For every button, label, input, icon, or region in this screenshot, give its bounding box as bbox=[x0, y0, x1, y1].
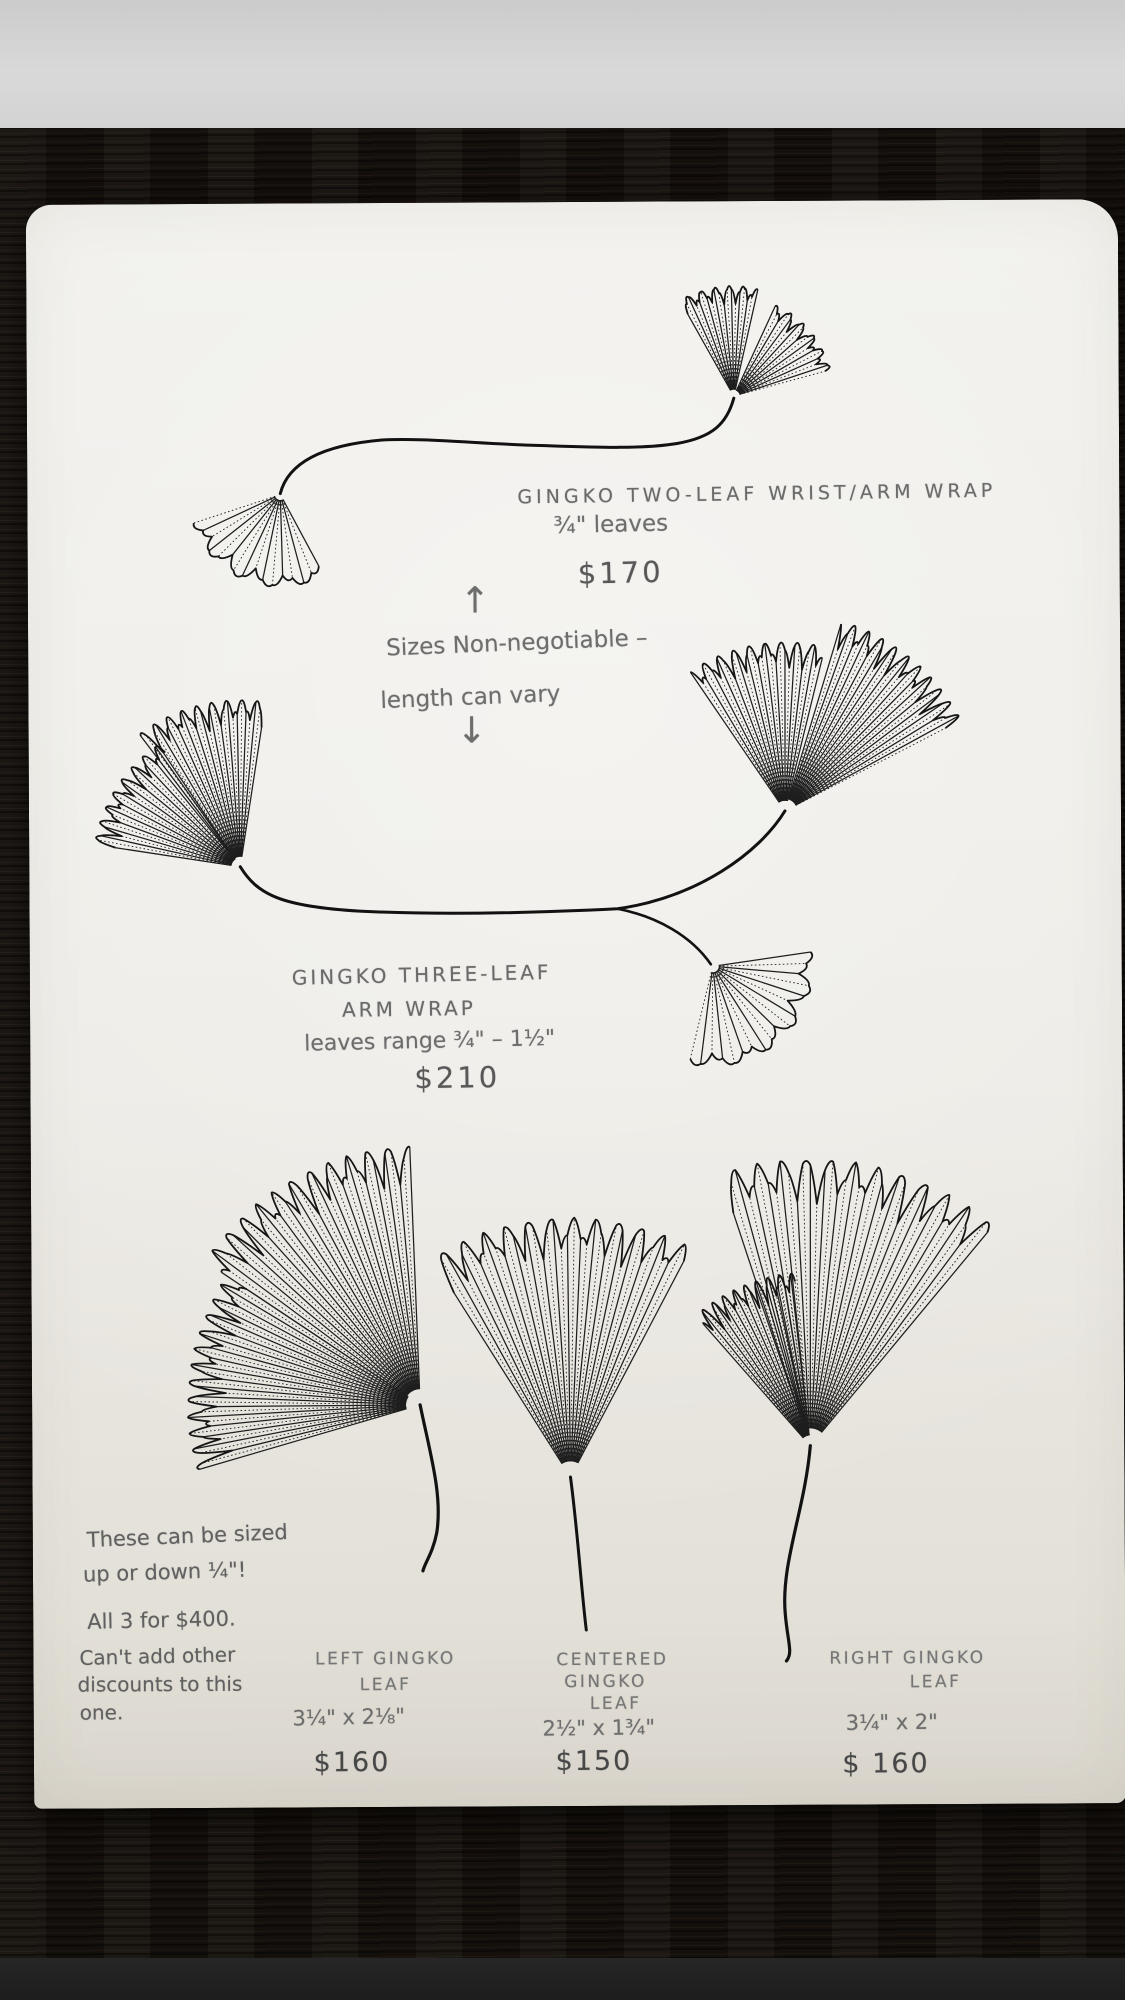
left-leaf-price: $160 bbox=[313, 1746, 391, 1779]
right-leaf-size: 3¼" x 2" bbox=[845, 1709, 939, 1735]
sizing-note-line2: length can vary bbox=[379, 680, 561, 715]
floor-strip bbox=[0, 1958, 1125, 2000]
right-leaf-stem bbox=[784, 1446, 812, 1661]
three-leaf-price: $210 bbox=[414, 1060, 501, 1096]
left-leaf-size: 3¼" x 2⅛" bbox=[292, 1703, 406, 1731]
down-arrow-icon: ↓ bbox=[456, 710, 487, 752]
three-leaf-wrap-stem bbox=[240, 811, 786, 915]
three-leaf-hanging-leaf-drawing bbox=[690, 952, 813, 1065]
center-leaf-size: 2½" x 1¾" bbox=[542, 1715, 656, 1741]
center-leaf-price: $150 bbox=[555, 1745, 633, 1778]
center-leaf-name-line2: GINGKO bbox=[564, 1671, 647, 1693]
discount-note-line1: Can't add other bbox=[79, 1642, 236, 1670]
paper-sheet bbox=[26, 199, 1125, 1809]
wall-band bbox=[0, 0, 1125, 128]
three-leaf-title-line2: ARM WRAP bbox=[341, 995, 476, 1022]
center-leaf-name-line3: LEAF bbox=[589, 1693, 642, 1714]
two-leaf-top-leaf-drawing bbox=[736, 306, 830, 395]
left-leaf-stem bbox=[420, 1405, 438, 1571]
up-arrow-icon: ↑ bbox=[459, 580, 491, 622]
center-leaf-name-line1: CENTERED bbox=[556, 1649, 669, 1671]
three-leaf-hanging-stem bbox=[618, 908, 711, 964]
left-leaf-name-line2: LEAF bbox=[359, 1674, 412, 1696]
two-leaf-title: GINGKO TWO-LEAF WRIST/ARM WRAP bbox=[517, 479, 997, 509]
bundle-price-note: All 3 for $400. bbox=[86, 1606, 236, 1634]
two-leaf-bottom-leaf-drawing bbox=[193, 496, 318, 587]
resize-note-line1: These can be sized bbox=[86, 1520, 289, 1553]
right-leaf-name-line2: LEAF bbox=[909, 1671, 962, 1693]
three-leaf-big-leaf-drawing bbox=[788, 623, 960, 805]
three-leaf-size-note: leaves range ¾" – 1½" bbox=[303, 1025, 556, 1057]
centered-gingko-leaf-drawing bbox=[441, 1217, 687, 1464]
sizing-note-line1: Sizes Non-negotiable – bbox=[385, 625, 649, 662]
right-leaf-name-line1: RIGHT GINGKO bbox=[829, 1647, 986, 1669]
discount-note-line3: one. bbox=[79, 1700, 124, 1725]
discount-note-line2: discounts to this bbox=[77, 1671, 243, 1697]
two-leaf-size-note: ¾" leaves bbox=[553, 510, 669, 540]
resize-note-line2: up or down ¼"! bbox=[82, 1557, 247, 1587]
center-leaf-stem bbox=[570, 1477, 586, 1630]
right-leaf-price: $ 160 bbox=[842, 1748, 930, 1780]
right-gingko-leaf-drawing bbox=[702, 1273, 809, 1438]
three-leaf-title-line1: GINGKO THREE-LEAF bbox=[291, 959, 552, 990]
two-leaf-wrap-stem bbox=[280, 398, 734, 493]
two-leaf-top-leaf-drawing bbox=[686, 286, 759, 391]
left-gingko-leaf-drawing bbox=[187, 1284, 408, 1470]
left-leaf-name-line1: LEFT GINGKO bbox=[315, 1648, 456, 1670]
two-leaf-price: $170 bbox=[577, 554, 664, 591]
